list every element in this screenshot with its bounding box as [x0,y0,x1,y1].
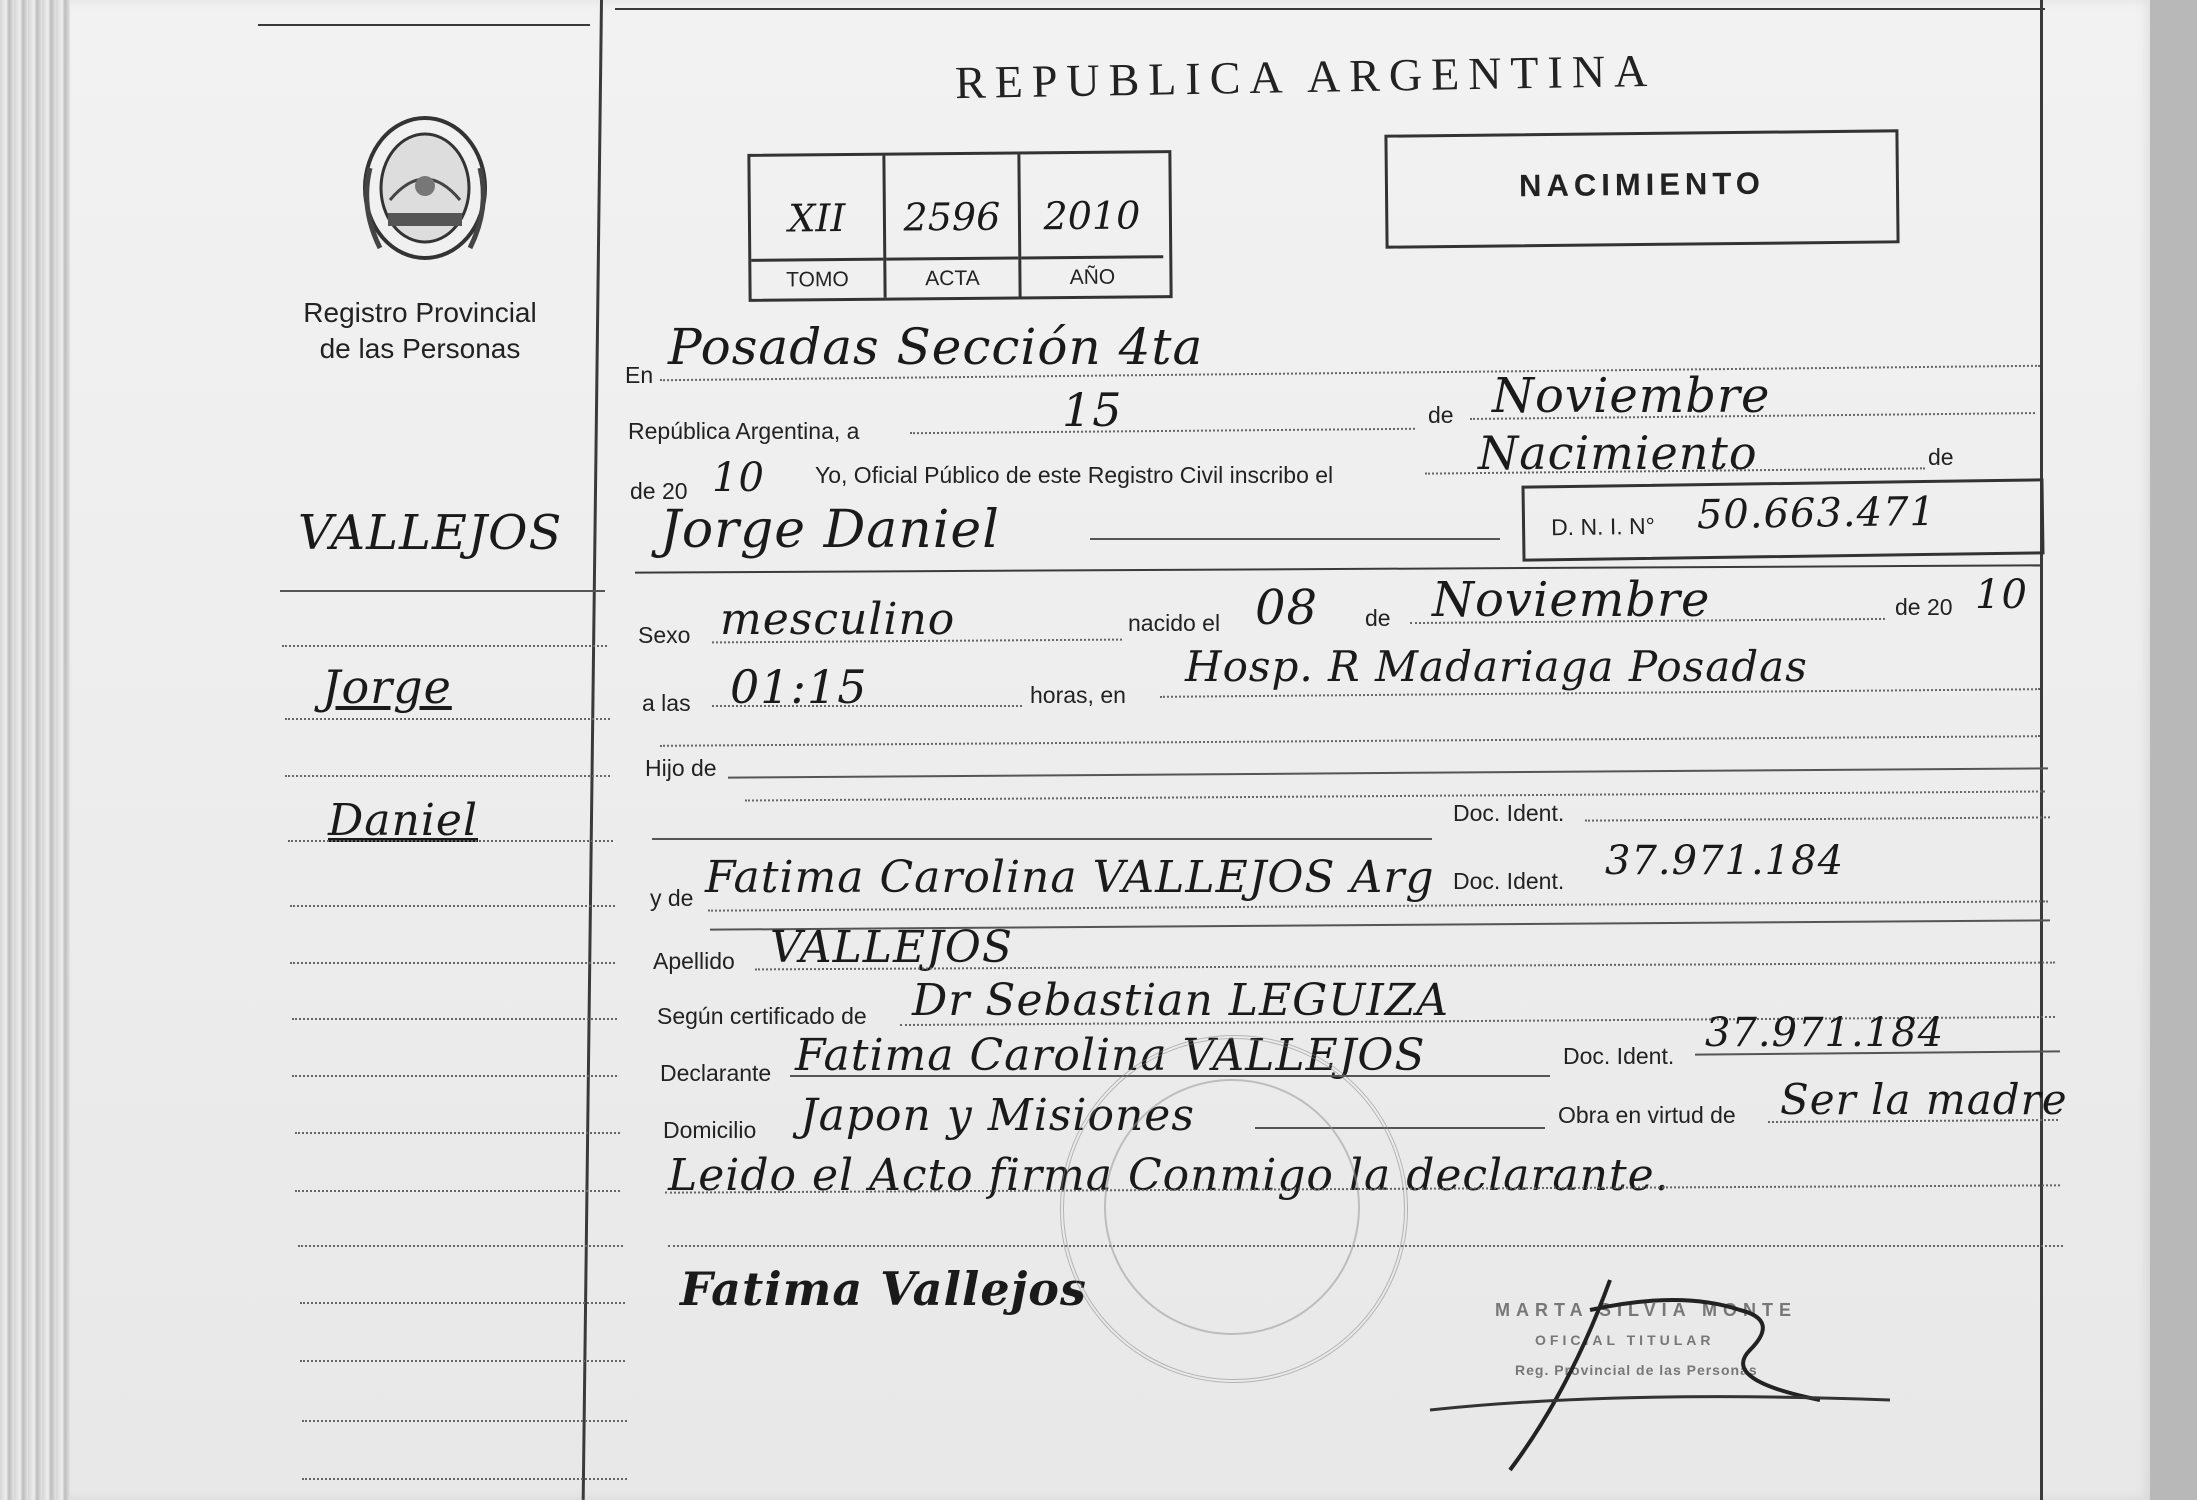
top-rule-left [258,24,590,26]
margin-dotted-line [288,840,613,842]
tomo-label: TOMO [751,258,883,302]
margin-dotted-line [290,905,615,907]
margin-dotted-line [295,1132,620,1134]
acta-label: ACTA [886,256,1018,300]
acta-cell [885,154,1021,297]
record-type: NACIMIENTO [1518,165,1766,204]
tomo-cell [750,156,886,299]
registry-name [290,295,550,367]
obra-label: Obra en virtud de [1558,1102,1736,1128]
horas-label: horas, en [1030,682,1126,708]
birth-year: 10 [1975,572,2028,618]
time-line [712,705,1022,707]
obra-value: Ser la madre [1780,1075,2068,1124]
child-name-value: Jorge Daniel [660,500,1000,560]
de-label: de [1428,402,1454,428]
officer-stamp-line-1: MARTA SILVIA MONTE [1495,1300,1797,1320]
margin-dotted-line [290,962,615,964]
record-type-box [1384,129,1899,248]
tomo-acta-anio-grid [747,150,1172,302]
de2-label: de [1928,444,1954,470]
mother-doc-label: Doc. Ident. [1453,868,1565,894]
officer-stamp-line-2: OFICIAL TITULAR [1535,1332,1715,1348]
sexo-value: mesculino [720,594,956,645]
en-label: En [625,362,654,388]
name-line [1090,538,1500,540]
right-border-line [2040,0,2043,1500]
margin-dotted-line [300,1302,625,1304]
birth-year-prefix: de 20 [1895,594,1953,620]
margin-dotted-line [302,1478,627,1480]
margin-surname-underline [280,590,605,592]
top-rule-right [615,8,2045,10]
hijo-label: Hijo de [645,755,717,781]
registry-line-1: Registro Provincial [303,297,537,328]
declarante-doc-label: Doc. Ident. [1563,1043,1675,1069]
margin-surname: VALLEJOS [298,505,563,561]
mother-value: Fatima Carolina VALLEJOS Arg [705,852,1435,903]
de3-label: de [1365,605,1391,631]
father-doc-label: Doc. Ident. [1453,800,1565,826]
apellido-label: Apellido [653,948,735,974]
page-right-edge [2150,0,2197,1500]
apellido-value: VALLEJOS [770,922,1013,973]
margin-first-name: Jorge [322,660,452,714]
time-value: 01:15 [730,660,868,714]
a-las-label: a las [642,690,691,716]
margin-second-name: Daniel [328,795,479,846]
nacido-label: nacido el [1128,610,1221,636]
anio-label: AÑO [1021,255,1163,299]
country-title: REPUBLICA ARGENTINA [954,44,1657,109]
tomo-value: XII [788,196,846,241]
margin-dotted-line [282,645,607,647]
en-value: Posadas Sección 4ta [668,318,1204,376]
margin-dotted-line [285,775,610,777]
republica-label: República Argentina, a [628,418,860,444]
domicilio-value: Japon y Misiones [800,1090,1195,1141]
year-value: 10 [712,455,765,501]
closing-value: Leido el Acto firma Conmigo la declarante. [668,1150,1670,1201]
birth-month: Noviembre [1432,572,1711,628]
mother-doc-value: 37.971.184 [1605,838,1845,884]
registry-line-2: de las Personas [319,333,521,364]
coat-of-arms-icon [350,108,500,266]
oficial-text: Yo, Oficial Público de este Registro Civil inscribo el [815,462,1334,488]
day-value: 15 [1062,383,1123,437]
month-value: Noviembre [1492,368,1771,424]
dni-box [1521,478,2044,561]
dni-value: 50.663.471 [1696,488,1937,539]
year-prefix: de 20 [630,478,688,504]
official-seal-stamp [1060,1035,1408,1383]
acta-value: 2596 [903,194,1001,240]
declarant-signature: Fatima Vallejos [680,1262,1087,1316]
father-line [652,838,1432,840]
inscribe-value: Nacimiento [1478,426,1758,480]
declarante-label: Declarante [660,1060,772,1086]
place-value: Hosp. R Madariaga Posadas [1185,642,1808,691]
segun-value: Dr Sebastian LEGUIZA [912,975,1450,1026]
anio-cell [1020,153,1163,296]
margin-dotted-line [292,1075,617,1077]
margin-dotted-line [285,718,610,720]
segun-label: Según certificado de [657,1003,867,1029]
officer-stamp-line-3: Reg. Provincial de las Personas [1515,1362,1758,1378]
declarante-doc-value: 37.971.184 [1705,1010,1945,1056]
dni-label: D. N. I. N° [1550,512,1656,541]
declarante-value: Fatima Carolina VALLEJOS [795,1030,1426,1081]
anio-value: 2010 [1043,193,1141,239]
margin-dotted-line [300,1360,625,1362]
official-seal-inner-ring [1104,1079,1360,1335]
margin-dotted-line [302,1420,627,1422]
margin-dotted-line [295,1190,620,1192]
sexo-label: Sexo [638,622,691,648]
officer-signature-icon [1420,1270,1920,1490]
margin-dotted-line [298,1245,623,1247]
birth-day: 08 [1255,580,1319,636]
margin-dotted-line [292,1018,617,1020]
domicilio-label: Domicilio [663,1117,757,1143]
y-de-label: y de [650,885,694,911]
